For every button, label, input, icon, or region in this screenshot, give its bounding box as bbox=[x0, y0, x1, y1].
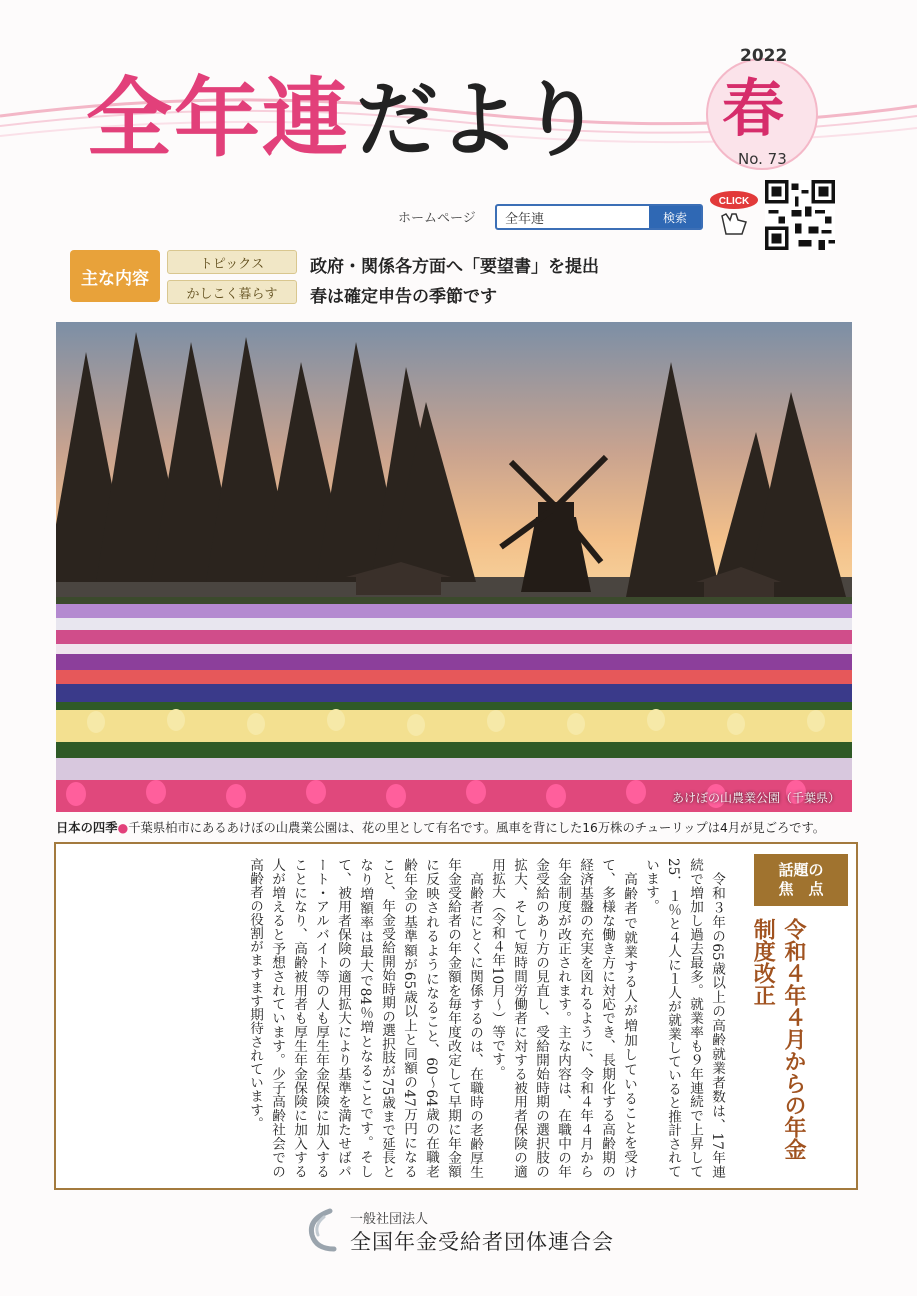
cover-photo bbox=[56, 322, 852, 812]
article-paragraph: 高齢者にとくに関係するのは、在職時の老齢厚生年金受給者の年金額を毎年度改定して早期に年金額に反映されるようになること、60～64歳の在職老齢年金の基準額が65歳以上と同額の47万円になること、年金受給開始時期の選択肢が75歳まで延長となり増額率は最大で84％増となることです。そして、被用者保険の適用拡大により基準を満たせばパート・アルバイト等の人も厚生年金保険に加入することになり、高齢被用者も厚生年金保険に加入する人が増えると予想されています。少子高齢社会での高齢者の役割がますます期待されています。 bbox=[247, 858, 483, 1178]
organization-name: 全国年金受給者団体連合会 bbox=[350, 1230, 614, 1254]
issue-year: 2022 bbox=[740, 46, 788, 66]
contents-title-living[interactable]: 春は確定申告の季節です bbox=[310, 287, 497, 307]
photo-caption bbox=[56, 818, 896, 836]
focus-tag bbox=[754, 854, 848, 906]
contents-tag: 主な内容 bbox=[70, 250, 160, 302]
qr-code[interactable] bbox=[765, 180, 835, 250]
contents-title-topics[interactable]: 政府・関係各方面へ「要望書」を提出 bbox=[310, 257, 599, 277]
contents-category-living: かしこく暮らす bbox=[167, 280, 297, 304]
article-paragraph: 高齢者で就業する人が増加していることを受けて、多様な働き方に対応でき、長期化する高齢期の経済基盤の充実を図れるように、令和４年４月から年金制度が改正されます。主な内容は、在職中の年金受給のあり方の見直し、受給開始時期の選択肢の拡大、そして短時間労働者に対する被用者保険の適用拡大（令和４年10月～）等です。 bbox=[489, 858, 637, 1178]
windmill-tulip-illustration bbox=[56, 322, 852, 812]
focus-tag-line1: 話題の bbox=[778, 860, 824, 879]
newsletter-title bbox=[86, 52, 603, 169]
caption-title: 日本の四季 bbox=[56, 821, 118, 835]
issue-season: 春 bbox=[722, 72, 785, 145]
issue-badge bbox=[700, 40, 830, 170]
article-body bbox=[78, 858, 728, 1178]
article-headline: 令和４年４月からの年金制度改正 bbox=[750, 918, 806, 1160]
click-hand-icon bbox=[708, 190, 760, 240]
caption-text: 千葉県柏市にあるあけぼの山農業公園は、花の里として有名です。風車を背にした16万株のチューリップは4月が見ごろです。 bbox=[128, 821, 826, 835]
caption-bullet-icon: ● bbox=[117, 821, 129, 835]
feature-article bbox=[54, 842, 858, 1190]
homepage-search-box[interactable] bbox=[495, 204, 703, 230]
contents-category-topics: トピックス bbox=[167, 250, 297, 274]
homepage-label: ホームページ bbox=[398, 211, 476, 226]
search-input[interactable]: 全年連 bbox=[505, 211, 545, 227]
organization-logo-icon bbox=[302, 1205, 342, 1255]
search-button[interactable]: 検索 bbox=[649, 206, 701, 228]
photo-credit: あけぼの山農業公園（千葉県） bbox=[671, 791, 840, 805]
focus-tag-line2: 焦 点 bbox=[778, 880, 824, 898]
click-label: CLICK bbox=[718, 196, 750, 207]
organization-type: 一般社団法人 bbox=[350, 1212, 429, 1227]
title-black-part: だより bbox=[356, 73, 603, 168]
issue-number: No. 73 bbox=[738, 150, 787, 168]
article-paragraph: 令和３年の65歳以上の高齢就業者数は、17年連続で増加し過去最多。就業率も９年連続で上昇して25．１％と４人に１人が就業していると推計されています。 bbox=[643, 858, 725, 1178]
title-pink-part: 全年連 bbox=[86, 69, 350, 169]
